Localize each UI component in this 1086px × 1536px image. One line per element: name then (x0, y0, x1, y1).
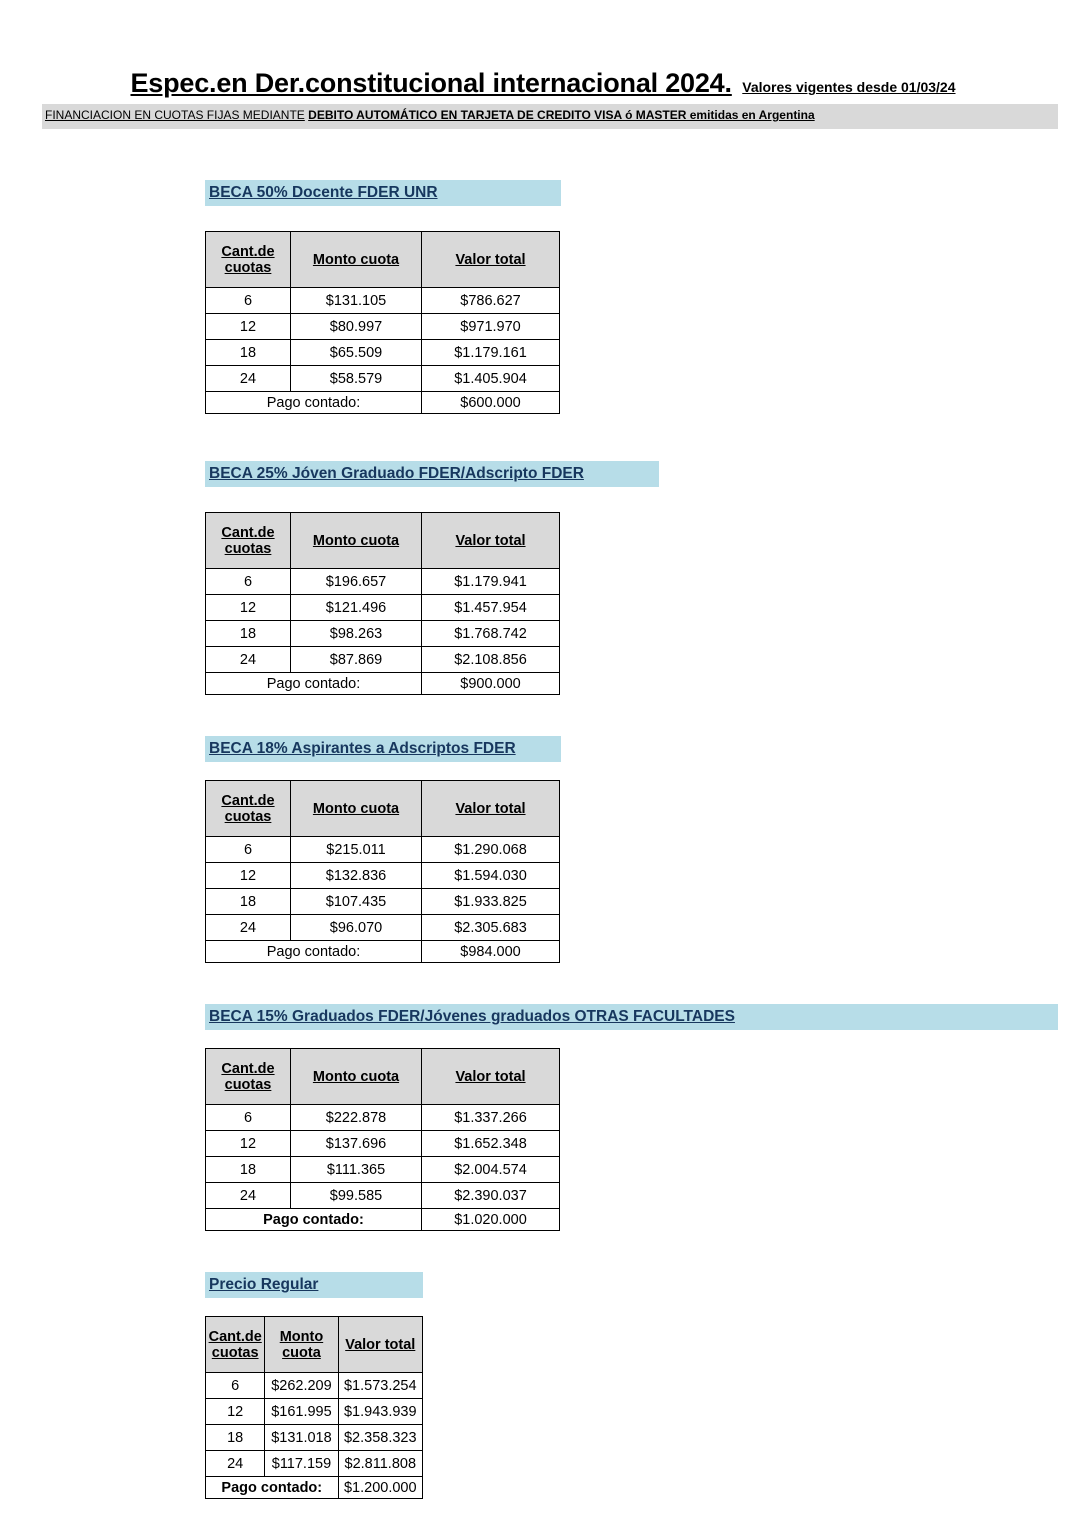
table-row: 24 $99.585 $2.390.037 (206, 1183, 560, 1209)
col-header-monto: Monto cuota (265, 1317, 338, 1373)
table-row: 12 $137.696 $1.652.348 (206, 1131, 560, 1157)
col-header-monto: Monto cuota (291, 232, 422, 288)
financing-banner (42, 104, 1058, 129)
table-row: 12 $121.496 $1.457.954 (206, 595, 560, 621)
page-title (0, 68, 1086, 99)
title-validity: Valores vigentes desde 01/03/24 (742, 79, 956, 95)
table-row: 12 $132.836 $1.594.030 (206, 863, 560, 889)
section-beca-25 (205, 461, 659, 692)
col-header-total: Valor total (338, 1317, 422, 1373)
cash-payment-row (206, 941, 560, 963)
col-header-monto: Monto cuota (291, 1049, 422, 1105)
cash-payment-value: $900.000 (422, 673, 560, 695)
col-header-total: Valor total (422, 232, 560, 288)
col-header-cuotas: Cant.de cuotas (206, 1049, 291, 1105)
price-table (205, 1048, 560, 1231)
section-heading: BECA 18% Aspirantes a Adscriptos FDER (205, 736, 561, 762)
col-header-monto: Monto cuota (291, 513, 422, 569)
col-header-total: Valor total (422, 513, 560, 569)
col-header-cuotas: Cant.de cuotas (206, 232, 291, 288)
col-header-monto: Monto cuota (291, 781, 422, 837)
table-row: 6 $222.878 $1.337.266 (206, 1105, 560, 1131)
price-table (205, 231, 560, 414)
col-header-cuotas: Cant.de cuotas (206, 781, 291, 837)
table-row: 6 $196.657 $1.179.941 (206, 569, 560, 595)
cash-payment-label: Pago contado: (206, 941, 422, 963)
table-row: 12 $80.997 $971.970 (206, 314, 560, 340)
table-row: 18 $111.365 $2.004.574 (206, 1157, 560, 1183)
table-row: 6 $262.209 $1.573.254 (206, 1373, 423, 1399)
table-row: 18 $98.263 $1.768.742 (206, 621, 560, 647)
section-heading: Precio Regular (205, 1272, 423, 1298)
section-heading: BECA 25% Jóven Graduado FDER/Adscripto FDER (205, 461, 659, 487)
table-row: 6 $215.011 $1.290.068 (206, 837, 560, 863)
table-row: 24 $87.869 $2.108.856 (206, 647, 560, 673)
price-table (205, 1316, 423, 1499)
section-heading: BECA 50% Docente FDER UNR (205, 180, 561, 206)
cash-payment-label: Pago contado: (206, 1209, 422, 1231)
cash-payment-value: $1.020.000 (422, 1209, 560, 1231)
cash-payment-row (206, 392, 560, 414)
cash-payment-row (206, 1209, 560, 1231)
col-header-total: Valor total (422, 1049, 560, 1105)
table-row: 24 $58.579 $1.405.904 (206, 366, 560, 392)
cash-payment-value: $984.000 (422, 941, 560, 963)
col-header-cuotas: Cant.de cuotas (206, 1317, 265, 1373)
price-table (205, 512, 560, 695)
cash-payment-label: Pago contado: (206, 392, 422, 414)
cash-payment-value: $1.200.000 (338, 1477, 422, 1499)
cash-payment-label: Pago contado: (206, 1477, 339, 1499)
table-row: 24 $96.070 $2.305.683 (206, 915, 560, 941)
table-row: 18 $131.018 $2.358.323 (206, 1425, 423, 1451)
cash-payment-label: Pago contado: (206, 673, 422, 695)
table-row: 18 $107.435 $1.933.825 (206, 889, 560, 915)
section-beca-18 (205, 736, 561, 960)
table-row: 18 $65.509 $1.179.161 (206, 340, 560, 366)
financing-prefix: FINANCIACION EN CUOTAS FIJAS MEDIANTE (45, 108, 305, 122)
table-row: 24 $117.159 $2.811.808 (206, 1451, 423, 1477)
col-header-total: Valor total (422, 781, 560, 837)
section-beca-15 (205, 1004, 1058, 1228)
section-heading: BECA 15% Graduados FDER/Jóvenes graduados OTRAS FACULTADES (205, 1004, 1058, 1030)
financing-method: DEBITO AUTOMÁTICO EN TARJETA DE CREDITO VISA ó MASTER emitidas en Argentina (308, 108, 815, 122)
price-table (205, 780, 560, 963)
table-row: 12 $161.995 $1.943.939 (206, 1399, 423, 1425)
cash-payment-value: $600.000 (422, 392, 560, 414)
table-row: 6 $131.105 $786.627 (206, 288, 560, 314)
title-main: Espec.en Der.constitucional internacional 2024. (130, 68, 732, 98)
section-precio-regular (205, 1272, 423, 1496)
col-header-cuotas: Cant.de cuotas (206, 513, 291, 569)
cash-payment-row (206, 673, 560, 695)
section-beca-50 (205, 180, 561, 411)
cash-payment-row (206, 1477, 423, 1499)
